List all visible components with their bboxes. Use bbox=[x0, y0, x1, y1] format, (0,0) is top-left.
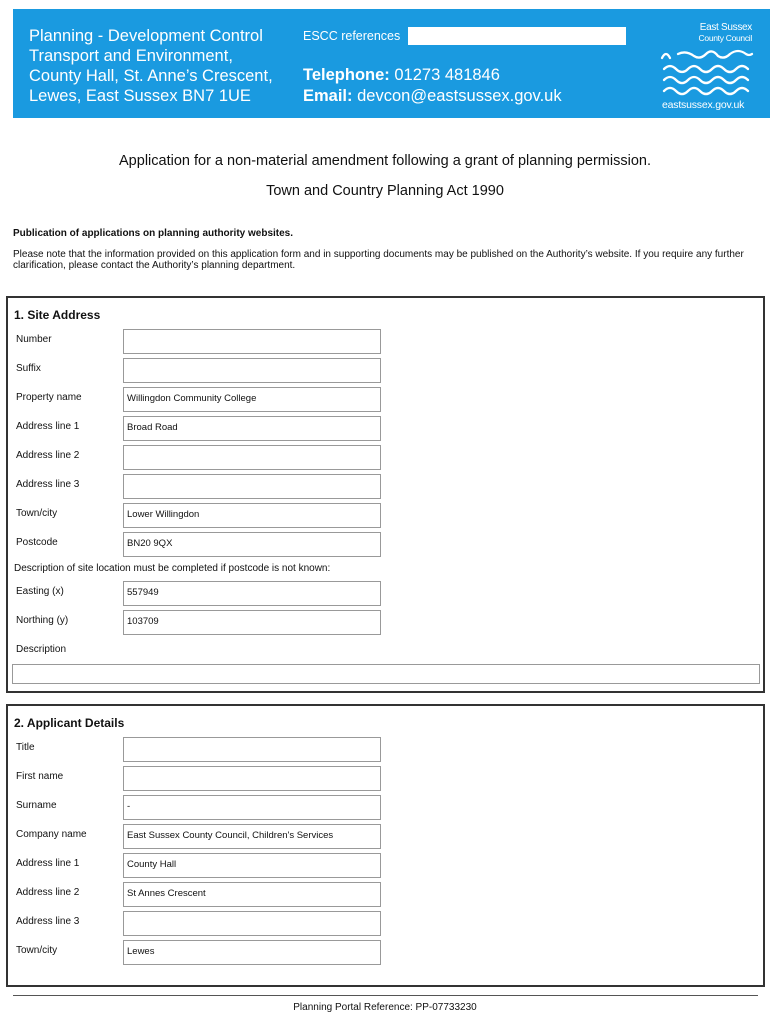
waves-logo-icon bbox=[660, 46, 754, 96]
form-row bbox=[8, 358, 763, 383]
field-label: Address line 3 bbox=[16, 479, 80, 490]
office-line: Planning - Development Control bbox=[29, 27, 263, 45]
form-row bbox=[8, 882, 763, 907]
company-name-field[interactable]: East Sussex County Council, Children's Services bbox=[123, 824, 381, 849]
address-line-3-field[interactable] bbox=[123, 474, 381, 499]
description-field[interactable] bbox=[12, 664, 760, 684]
office-line: Lewes, East Sussex BN7 1UE bbox=[29, 87, 251, 105]
field-label: Company name bbox=[16, 829, 87, 840]
section-title: 2. Applicant Details bbox=[14, 716, 125, 730]
form-row bbox=[8, 911, 763, 936]
form-row bbox=[8, 474, 763, 499]
form-row bbox=[8, 639, 763, 664]
section-title: 1. Site Address bbox=[14, 308, 101, 322]
site-address-section bbox=[6, 296, 765, 693]
form-row bbox=[8, 532, 763, 557]
form-row bbox=[8, 940, 763, 965]
form-row bbox=[8, 445, 763, 470]
form-title: Application for a non-material amendment following a grant of planning permission. bbox=[119, 153, 651, 169]
portal-reference: Planning Portal Reference: PP-07733230 bbox=[293, 1002, 477, 1013]
town-city-field[interactable]: Lewes bbox=[123, 940, 381, 965]
field-label: Number bbox=[16, 334, 52, 345]
number-field[interactable] bbox=[123, 329, 381, 354]
field-label: Property name bbox=[16, 392, 82, 403]
header-banner bbox=[13, 9, 770, 118]
council-logo bbox=[656, 22, 756, 112]
easting-field[interactable]: 557949 bbox=[123, 581, 381, 606]
logo-title bbox=[699, 23, 752, 43]
field-label: Surname bbox=[16, 800, 57, 811]
act-title: Town and Country Planning Act 1990 bbox=[266, 183, 504, 199]
postcode-field[interactable]: BN20 9QX bbox=[123, 532, 381, 557]
field-label: Address line 3 bbox=[16, 916, 80, 927]
field-label: Address line 1 bbox=[16, 421, 80, 432]
address-line-2-field[interactable]: St Annes Crescent bbox=[123, 882, 381, 907]
town-city-field[interactable]: Lower Willingdon bbox=[123, 503, 381, 528]
publication-heading: Publication of applications on planning authority websites. bbox=[13, 228, 294, 239]
address-line-3-field[interactable] bbox=[123, 911, 381, 936]
property-name-field[interactable]: Willingdon Community College bbox=[123, 387, 381, 412]
field-label: Description bbox=[16, 644, 67, 655]
form-row bbox=[8, 503, 763, 528]
form-row bbox=[8, 824, 763, 849]
form-row bbox=[8, 581, 763, 606]
escc-references-field[interactable] bbox=[408, 27, 626, 45]
field-label: Address line 1 bbox=[16, 858, 80, 869]
email-label: Email: bbox=[303, 87, 353, 105]
form-row bbox=[8, 610, 763, 635]
form-row bbox=[8, 737, 763, 762]
publication-text: Please note that the information provided on this application form and in supporting documents may be published on the Authority’s website. If you require any further clarification, please contact the Authority’s planning department. bbox=[13, 249, 744, 271]
form-row bbox=[8, 795, 763, 820]
applicant-details-section bbox=[6, 704, 765, 987]
form-row bbox=[8, 329, 763, 354]
escc-references-label: ESCC references bbox=[303, 29, 401, 43]
surname-field[interactable]: - bbox=[123, 795, 381, 820]
telephone-value: 01273 481846 bbox=[394, 66, 500, 84]
contact-block bbox=[303, 26, 626, 107]
telephone-label: Telephone: bbox=[303, 66, 390, 84]
field-label: Address line 2 bbox=[16, 450, 80, 461]
field-label: First name bbox=[16, 771, 64, 782]
title-field[interactable] bbox=[123, 737, 381, 762]
office-line: Transport and Environment, bbox=[29, 47, 233, 65]
form-row bbox=[8, 853, 763, 878]
field-label: Postcode bbox=[16, 537, 58, 548]
suffix-field[interactable] bbox=[123, 358, 381, 383]
email-value: devcon@eastsussex.gov.uk bbox=[357, 87, 562, 105]
form-row bbox=[8, 766, 763, 791]
northing-field[interactable]: 103709 bbox=[123, 610, 381, 635]
address-line-1-field[interactable]: County Hall bbox=[123, 853, 381, 878]
field-label: Address line 2 bbox=[16, 887, 80, 898]
footer-divider bbox=[13, 995, 758, 996]
field-label: Easting (x) bbox=[16, 586, 64, 597]
field-label: Suffix bbox=[16, 363, 41, 374]
logo-line-1: East Sussex bbox=[699, 22, 752, 33]
logo-line-2: County Council bbox=[698, 33, 752, 43]
logo-url: eastsussex.gov.uk bbox=[662, 99, 745, 111]
field-label: Town/city bbox=[16, 945, 58, 956]
first-name-field[interactable] bbox=[123, 766, 381, 791]
form-row bbox=[8, 387, 763, 412]
location-note: Description of site location must be completed if postcode is not known: bbox=[14, 563, 331, 574]
office-address bbox=[29, 26, 273, 106]
field-label: Title bbox=[16, 742, 35, 753]
office-line: County Hall, St. Anne’s Crescent, bbox=[29, 67, 273, 85]
address-line-2-field[interactable] bbox=[123, 445, 381, 470]
address-line-1-field[interactable]: Broad Road bbox=[123, 416, 381, 441]
form-row bbox=[8, 416, 763, 441]
field-label: Northing (y) bbox=[16, 615, 69, 626]
field-label: Town/city bbox=[16, 508, 58, 519]
